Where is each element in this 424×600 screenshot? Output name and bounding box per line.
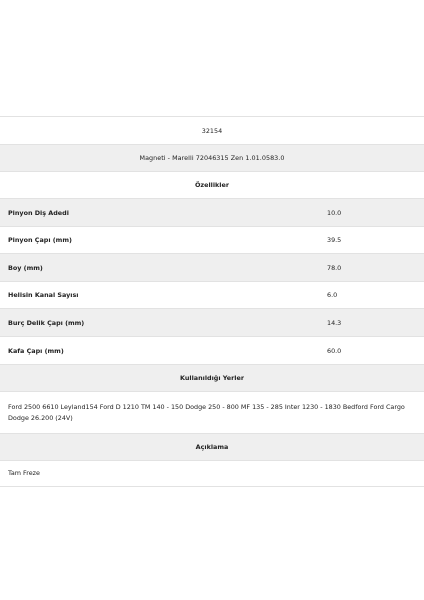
product-reference-row [0, 145, 424, 172]
spec-row-head-diameter [0, 337, 424, 365]
specs-section-title: Özellikler [195, 181, 229, 189]
description-text-row [0, 461, 424, 487]
spec-label: Pinyon Diş Adedi [8, 208, 69, 217]
specs-header-row [0, 172, 424, 199]
product-reference: Magneti - Marelli 72046315 Zen 1.01.0583.0 [139, 154, 285, 162]
spec-value: 6.0 [327, 291, 338, 299]
usage-section-title: Kullanıldığı Yerler [180, 374, 244, 382]
spec-value: 78.0 [327, 263, 342, 272]
spec-row-bushing-bore [0, 309, 424, 337]
usage-text-row [0, 392, 424, 434]
spec-row-pinion-teeth [0, 199, 424, 227]
product-code-row [0, 117, 424, 145]
spec-value: 10.0 [327, 208, 342, 217]
spec-label: Boy (mm) [8, 263, 43, 272]
spec-row-pinion-diameter [0, 227, 424, 254]
spec-label: Helisin Kanal Sayısı [8, 291, 79, 299]
spec-label: Pinyon Çapı (mm) [8, 236, 72, 244]
spec-value: 60.0 [327, 346, 342, 355]
spec-label: Burç Delik Çapı (mm) [8, 318, 85, 327]
product-code: 32154 [201, 126, 223, 135]
usage-text: Ford 2500 6610 Leyland154 Ford D 1210 TM 140 - 150 Dodge 250 - 800 MF 135 - 285 Inter 1230 - 1830 Bedford Ford Cargo Dodge 26.200 (24V) [8, 403, 405, 422]
product-spec-table [0, 116, 424, 487]
spec-row-helix-channels [0, 282, 424, 309]
spec-value: 14.3 [327, 318, 342, 327]
spec-value: 39.5 [327, 236, 342, 244]
spec-label: Kafa Çapı (mm) [8, 346, 64, 355]
description-section-title: Açıklama [195, 443, 229, 451]
spec-row-length [0, 254, 424, 282]
description-header-row [0, 434, 424, 461]
description-text: Tam Freze [8, 469, 40, 478]
usage-header-row [0, 365, 424, 392]
